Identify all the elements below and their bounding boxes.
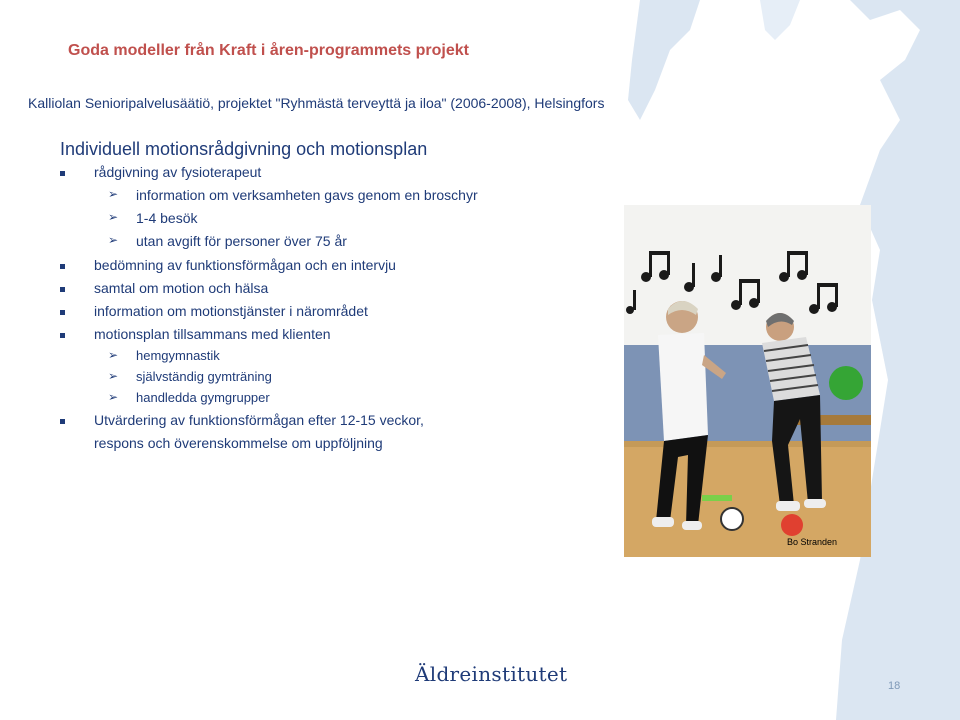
slide-title: Goda modeller från Kraft i åren-programmets projekt — [68, 42, 469, 59]
project-subtitle: Kalliolan Senioripalvelusäätiö, projektet "Ryhmästä terveyttä ja iloa" (2006-2008), Helsingfors — [28, 95, 605, 111]
list-item: handledda gymgrupper — [136, 390, 270, 405]
list-item: självständig gymträning — [136, 369, 272, 384]
gym-scene-illustration — [624, 205, 871, 557]
square-bullet-icon — [60, 287, 65, 292]
arrow-bullet-icon: ➢ — [108, 187, 119, 201]
arrow-bullet-icon: ➢ — [108, 369, 119, 383]
square-bullet-icon — [60, 333, 65, 338]
list-item: respons och överenskommelse om uppföljning — [94, 435, 383, 451]
exercise-photo — [624, 205, 871, 557]
list-item: motionsplan tillsammans med klienten — [94, 326, 331, 342]
square-bullet-icon — [60, 171, 65, 176]
square-bullet-icon — [60, 419, 65, 424]
list-item: rådgivning av fysioterapeut — [94, 164, 262, 180]
list-item: utan avgift för personer över 75 år — [136, 233, 347, 249]
brand-logo-text: Äldreinstitutet — [415, 662, 568, 686]
page-number: 18 — [888, 680, 901, 692]
list-item: Utvärdering av funktionsförmågan efter 12-15 veckor, — [94, 412, 424, 428]
list-item: information om motionstjänster i närområdet — [94, 303, 368, 319]
photo-credit: Bo Stranden — [787, 537, 838, 547]
arrow-bullet-icon: ➢ — [108, 233, 119, 247]
square-bullet-icon — [60, 310, 65, 315]
arrow-bullet-icon: ➢ — [108, 348, 119, 362]
square-bullet-icon — [60, 264, 65, 269]
arrow-bullet-icon: ➢ — [108, 390, 119, 404]
arrow-bullet-icon: ➢ — [108, 210, 119, 224]
list-item: 1-4 besök — [136, 210, 198, 226]
list-item: hemgymnastik — [136, 348, 220, 363]
list-item: samtal om motion och hälsa — [94, 280, 269, 296]
list-item: bedömning av funktionsförmågan och en intervju — [94, 257, 396, 273]
list-item: information om verksamheten gavs genom en broschyr — [136, 187, 478, 203]
section-heading: Individuell motionsrådgivning och motionsplan — [60, 139, 428, 159]
